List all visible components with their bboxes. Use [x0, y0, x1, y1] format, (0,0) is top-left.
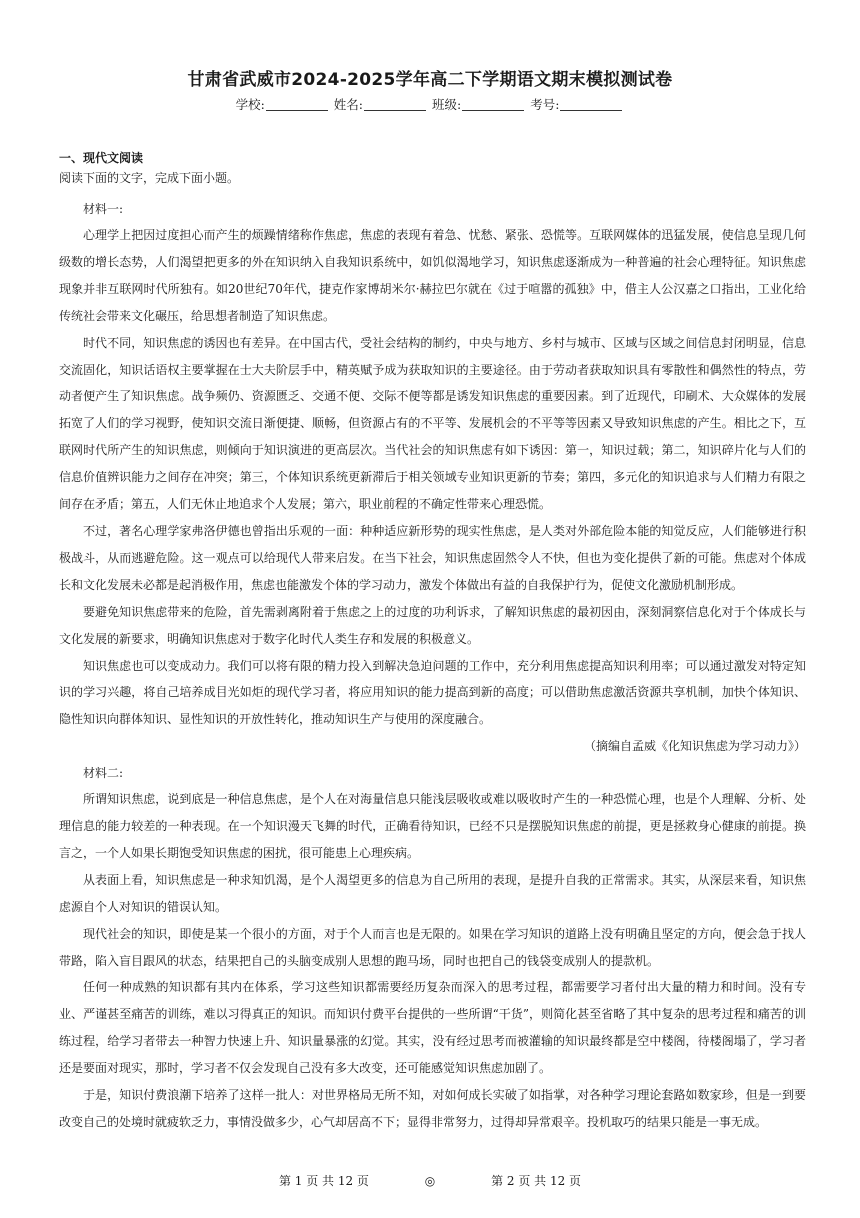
material1-paragraph: 时代不同，知识焦虑的诱因也有差异。在中国古代，受社会结构的制约，中央与地方、乡村与城市、区域与区域之间信息封闭明显，信息交流固化，知识话语权主要掌握在士大夫阶层手中，精英赋予成为获取知识的主要途径。由于劳动者获取知识具有零散性和偶然性的特点，劳动者便产生了知识焦虑。战争频仍、资源匮乏、交通不便、交际不便等都是诱发知识焦虑的重要因素。到了近现代，印刷术、大众媒体的发展拓宽了人们的学习视野，使知识交流日渐便捷、顺畅，但资源占有的不平等、发展机会的不平等等因素又导致知识焦虑的产生。相比之下，互联网时代所产生的知识焦虑，则倾向于知识演进的更高层次。当代社会的知识焦虑有如下诱因：第一，知识过载；第二，知识碎片化与人们的信息价值辨识能力之间存在冲突；第三，个体知识系统更新滞后于相关领域专业知识更新的节奏；第四，多元化的知识追求与人们精力有限之间存在矛盾；第五，人们无休止地追求个人发展；第六，职业前程的不确定性带来心理恐慌。: [59, 335, 806, 512]
material1-paragraph: 不过，著名心理学家弗洛伊德也曾指出乐观的一面：种种适应新形势的现实性焦虑，是人类对外部危险本能的知觉反应，人们能够进行积极战斗，从而逃避危险。这一观点可以给现代人带来启发。在当下社会，知识焦虑固然令人不快，但也为变化提供了新的可能。焦虑对个体成长和文化发展未必都是起消极作用，焦虑也能激发个体的学习动力，激发个体做出有益的自我保护行为，促使文化激励机制形成。: [59, 523, 806, 592]
exam-no-blank: [560, 97, 622, 111]
material1-label: 材料一:: [83, 202, 124, 216]
page-number-left: 第 1 页 共 12 页: [278, 1174, 369, 1188]
reading-content: [59, 148, 806, 1136]
material2-label: 材料二:: [83, 766, 124, 781]
material2-paragraph: 于是，知识付费浪潮下培养了这样一批人：对世界格局无所不知，对如何成长实破了如指掌，对各种学习理论套路如数家珍，但是一到要改变自己的处境时就疲软乏力，事情没做多少，心气却居高不下；显得非常努力，过得却异常艰辛。投机取巧的结果只能是一事无成。: [59, 1088, 806, 1129]
material1-source: （摘编自孟威《化知识焦虑为学习动力》）: [583, 739, 806, 754]
material2-paragraph: 所谓知识焦虑，说到底是一种信息焦虑，是个人在对海量信息只能浅层吸收或难以吸收时产生的一种恐慌心理，也是个人理解、分析、处理信息的能力较差的一种表现。在一个知识漫天飞舞的时代，正确看待知识，已经不只是摆脱知识焦虑的前提，更是拯救身心健康的前提。换言之，一个人如果长期饱受知识焦虑的困扰，很可能患上心理疾病。: [59, 792, 806, 860]
school-label: 学校:: [235, 97, 265, 112]
material2-paragraph: 任何一种成熟的知识都有其内在体系，学习这些知识都需要经历复杂而深入的思考过程，都需要学习者付出大量的精力和时间。没有专业、严谨甚至痛苦的训练，难以习得真正的知识。而知识付费平台提供的一些所谓“干货”，则简化甚至省略了其中复杂的思考过程和痛苦的训练过程，给学习者带去一种智力快速上升、知识量暴涨的幻觉。其实，没有经过思考而被灌输的知识最终都是空中楼阁，待楼阁塌了，学习者还是要面对现实，那时，学习者不仅会发现自己没有多大改变，还可能感觉知识焦虑加剧了。: [59, 980, 806, 1076]
material1-paragraph: 心理学上把因过度担心而产生的烦躁情绪称作焦虑，焦虑的表现有着急、忧愁、紧张、恐慌等。互联网媒体的迅猛发展，使信息呈现几何级数的增长态势，人们渴望把更多的外在知识纳入自我知识系统中，如饥似渴地学习，知识焦虑逐渐成为一种普遍的社会心理特征。知识焦虑现象并非互联网时代所独有。如20世纪70年代，捷克作家博胡米尔·赫拉巴尔就在《过于喧嚣的孤独》中，借主人公汉嘉之口指出，工业化给传统社会带来文化碾压，给思想者制造了知识焦虑。: [59, 228, 806, 323]
class-label: 班级:: [431, 97, 462, 112]
name-blank: [364, 97, 426, 111]
exam-title: 甘肃省武威市2024-2025学年高二下学期语文期末模拟测试卷: [187, 70, 673, 90]
center-mark: ◎: [424, 1174, 436, 1188]
material1-paragraph: 知识焦虑也可以变成动力。我们可以将有限的精力投入到解决急迫问题的工作中，充分利用焦虑提高知识利用率；可以通过激发对特定知识的学习兴趣，将自己培养成目光如炬的现代学习者，将应用知识的能力提高到新的高度；可以借助焦虑激活资源共享机制，加快个体知识、隐性知识向群体知识、显性知识的开放性转化，推动知识生产与使用的深度融合。: [59, 658, 806, 727]
section-heading: 一、现代文阅读: [59, 151, 144, 165]
exam-no-label: 考号:: [530, 97, 560, 112]
student-info-line: [0, 95, 860, 113]
name-label: 姓名:: [333, 97, 363, 112]
page-footer: [0, 1172, 860, 1189]
material2-paragraph: 现代社会的知识，即使是某一个很小的方面，对于个人而言也是无限的。如果在学习知识的道路上没有明确且坚定的方向，便会急于找人带路，陷入盲目跟风的状态，结果把自己的头脑变成别人思想的跑马场，同时也把自己的钱袋变成别人的提款机。: [59, 926, 806, 968]
material1-paragraph: 要避免知识焦虑带来的危险，首先需剥离附着于焦虑之上的过度的功利诉求，了解知识焦虑的最初因由，深刻洞察信息化对于个体成长与文化发展的新要求，明确知识焦虑对于数字化时代人类生存和发展的积极意义。: [59, 604, 806, 646]
class-blank: [462, 97, 524, 111]
section-instruction: 阅读下面的文字，完成下面小题。: [59, 171, 240, 185]
page-number-right: 第 2 页 共 12 页: [491, 1174, 582, 1188]
material2-paragraph: 从表面上看，知识焦虑是一种求知饥渴，是个人渴望更多的信息为自己所用的表现，是提升自我的正常需求。其实，从深层来看，知识焦虑源自个人对知识的错误认知。: [59, 872, 806, 914]
school-blank: [266, 97, 328, 111]
